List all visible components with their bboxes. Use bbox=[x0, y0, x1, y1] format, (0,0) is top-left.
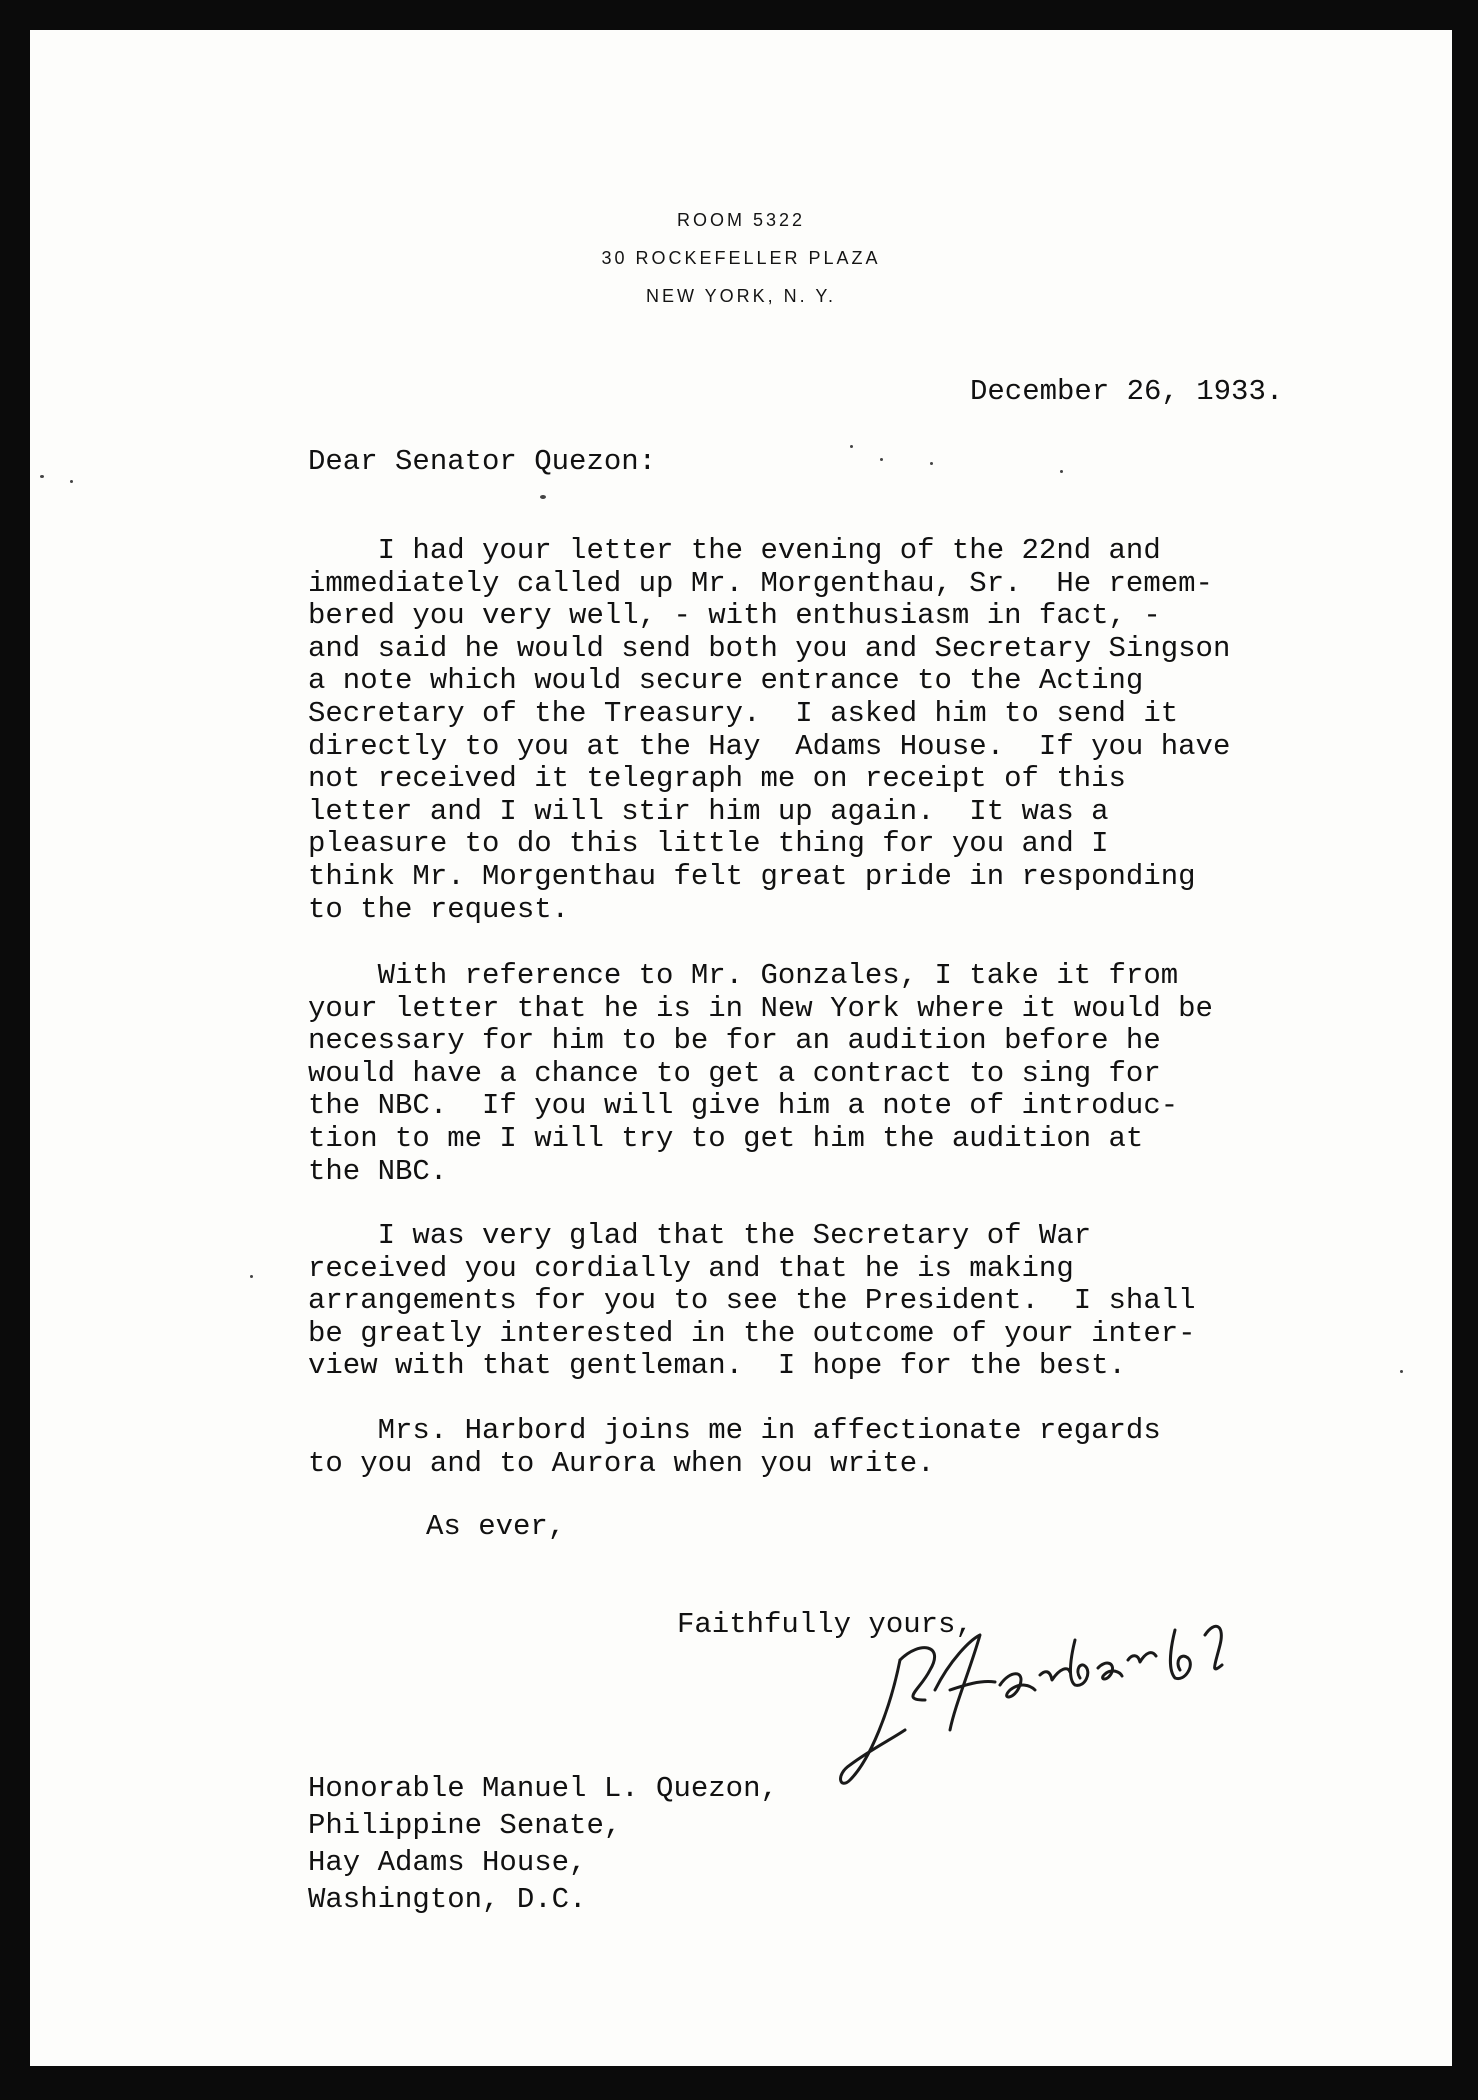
text-line: Secretary of the Treasury. I asked him to send it bbox=[308, 696, 1179, 730]
text-line: letter and I will stir him up again. It was a bbox=[308, 794, 1109, 828]
closing-as-ever: As ever, bbox=[426, 1510, 566, 1543]
text-line: I had your letter the evening of the 22nd and bbox=[308, 534, 1161, 567]
text-line: immediately called up Mr. Morgenthau, Sr. He remem- bbox=[308, 566, 1213, 600]
body-paragraph-1 bbox=[308, 535, 1388, 926]
text-line: necessary for him to be for an audition before he bbox=[308, 1024, 1161, 1058]
text-line: to the request. bbox=[308, 892, 570, 926]
scan-speck bbox=[930, 462, 933, 465]
text-line: tion to me I will try to get him the audition at bbox=[308, 1121, 1144, 1155]
text-line: With reference to Mr. Gonzales, I take it from bbox=[308, 959, 1179, 992]
text-line: view with that gentleman. I hope for the best. bbox=[308, 1349, 1126, 1383]
letter-date: December 26, 1933. bbox=[970, 375, 1284, 408]
body-paragraph-2 bbox=[308, 960, 1388, 1188]
text-line: your letter that he is in New York where it would be bbox=[308, 991, 1213, 1025]
letterhead-city: NEW YORK, N. Y. bbox=[645, 286, 837, 306]
text-line: pleasure to do this little thing for you and I bbox=[308, 827, 1109, 861]
scan-speck bbox=[70, 480, 73, 483]
text-line: the NBC. bbox=[308, 1154, 448, 1188]
letterhead-street: 30 ROCKEFELLER PLAZA bbox=[601, 248, 881, 268]
text-line: arrangements for you to see the President. I shall bbox=[308, 1284, 1196, 1318]
body-paragraph-3 bbox=[308, 1220, 1388, 1383]
text-line: received you cordially and that he is making bbox=[308, 1251, 1074, 1285]
scan-speck bbox=[40, 475, 44, 478]
text-line: I was very glad that the Secretary of War bbox=[308, 1219, 1092, 1252]
text-line: a note which would secure entrance to the Acting bbox=[308, 664, 1144, 698]
scan-speck bbox=[1400, 1370, 1403, 1373]
text-line: bered you very well, - with enthusiasm in fact, - bbox=[308, 599, 1161, 633]
recipient-city: Washington, D.C. bbox=[308, 1883, 587, 1916]
text-line: directly to you at the Hay Adams House. If you have bbox=[308, 729, 1231, 763]
scan-speck bbox=[880, 458, 883, 461]
recipient-building: Hay Adams House, bbox=[308, 1846, 587, 1879]
closing-faithfully: Faithfully yours, bbox=[677, 1608, 973, 1641]
text-line: would have a chance to get a contract to sing for bbox=[308, 1056, 1161, 1090]
text-line: be greatly interested in the outcome of your inter- bbox=[308, 1316, 1196, 1350]
text-line: not received it telegraph me on receipt of this bbox=[308, 762, 1126, 796]
handwritten-signature bbox=[830, 1590, 1350, 1810]
letter-page bbox=[30, 30, 1452, 2066]
text-line: Mrs. Harbord joins me in affectionate regards bbox=[308, 1414, 1161, 1447]
scan-speck bbox=[540, 495, 546, 499]
recipient-name: Honorable Manuel L. Quezon, bbox=[308, 1772, 778, 1805]
scan-speck bbox=[1060, 470, 1063, 473]
letterhead-room: ROOM 5322 bbox=[676, 210, 806, 230]
text-line: and said he would send both you and Secretary Singson bbox=[308, 631, 1231, 665]
body-paragraph-4 bbox=[308, 1415, 1388, 1480]
salutation: Dear Senator Quezon: bbox=[308, 445, 657, 478]
scan-speck bbox=[250, 1275, 253, 1278]
text-line: think Mr. Morgenthau felt great pride in responding bbox=[308, 859, 1196, 893]
recipient-org: Philippine Senate, bbox=[308, 1809, 622, 1842]
text-line: to you and to Aurora when you write. bbox=[308, 1446, 935, 1480]
text-line: the NBC. If you will give him a note of introduc- bbox=[308, 1089, 1179, 1123]
scan-speck bbox=[850, 445, 853, 448]
recipient-address bbox=[308, 1770, 778, 1918]
